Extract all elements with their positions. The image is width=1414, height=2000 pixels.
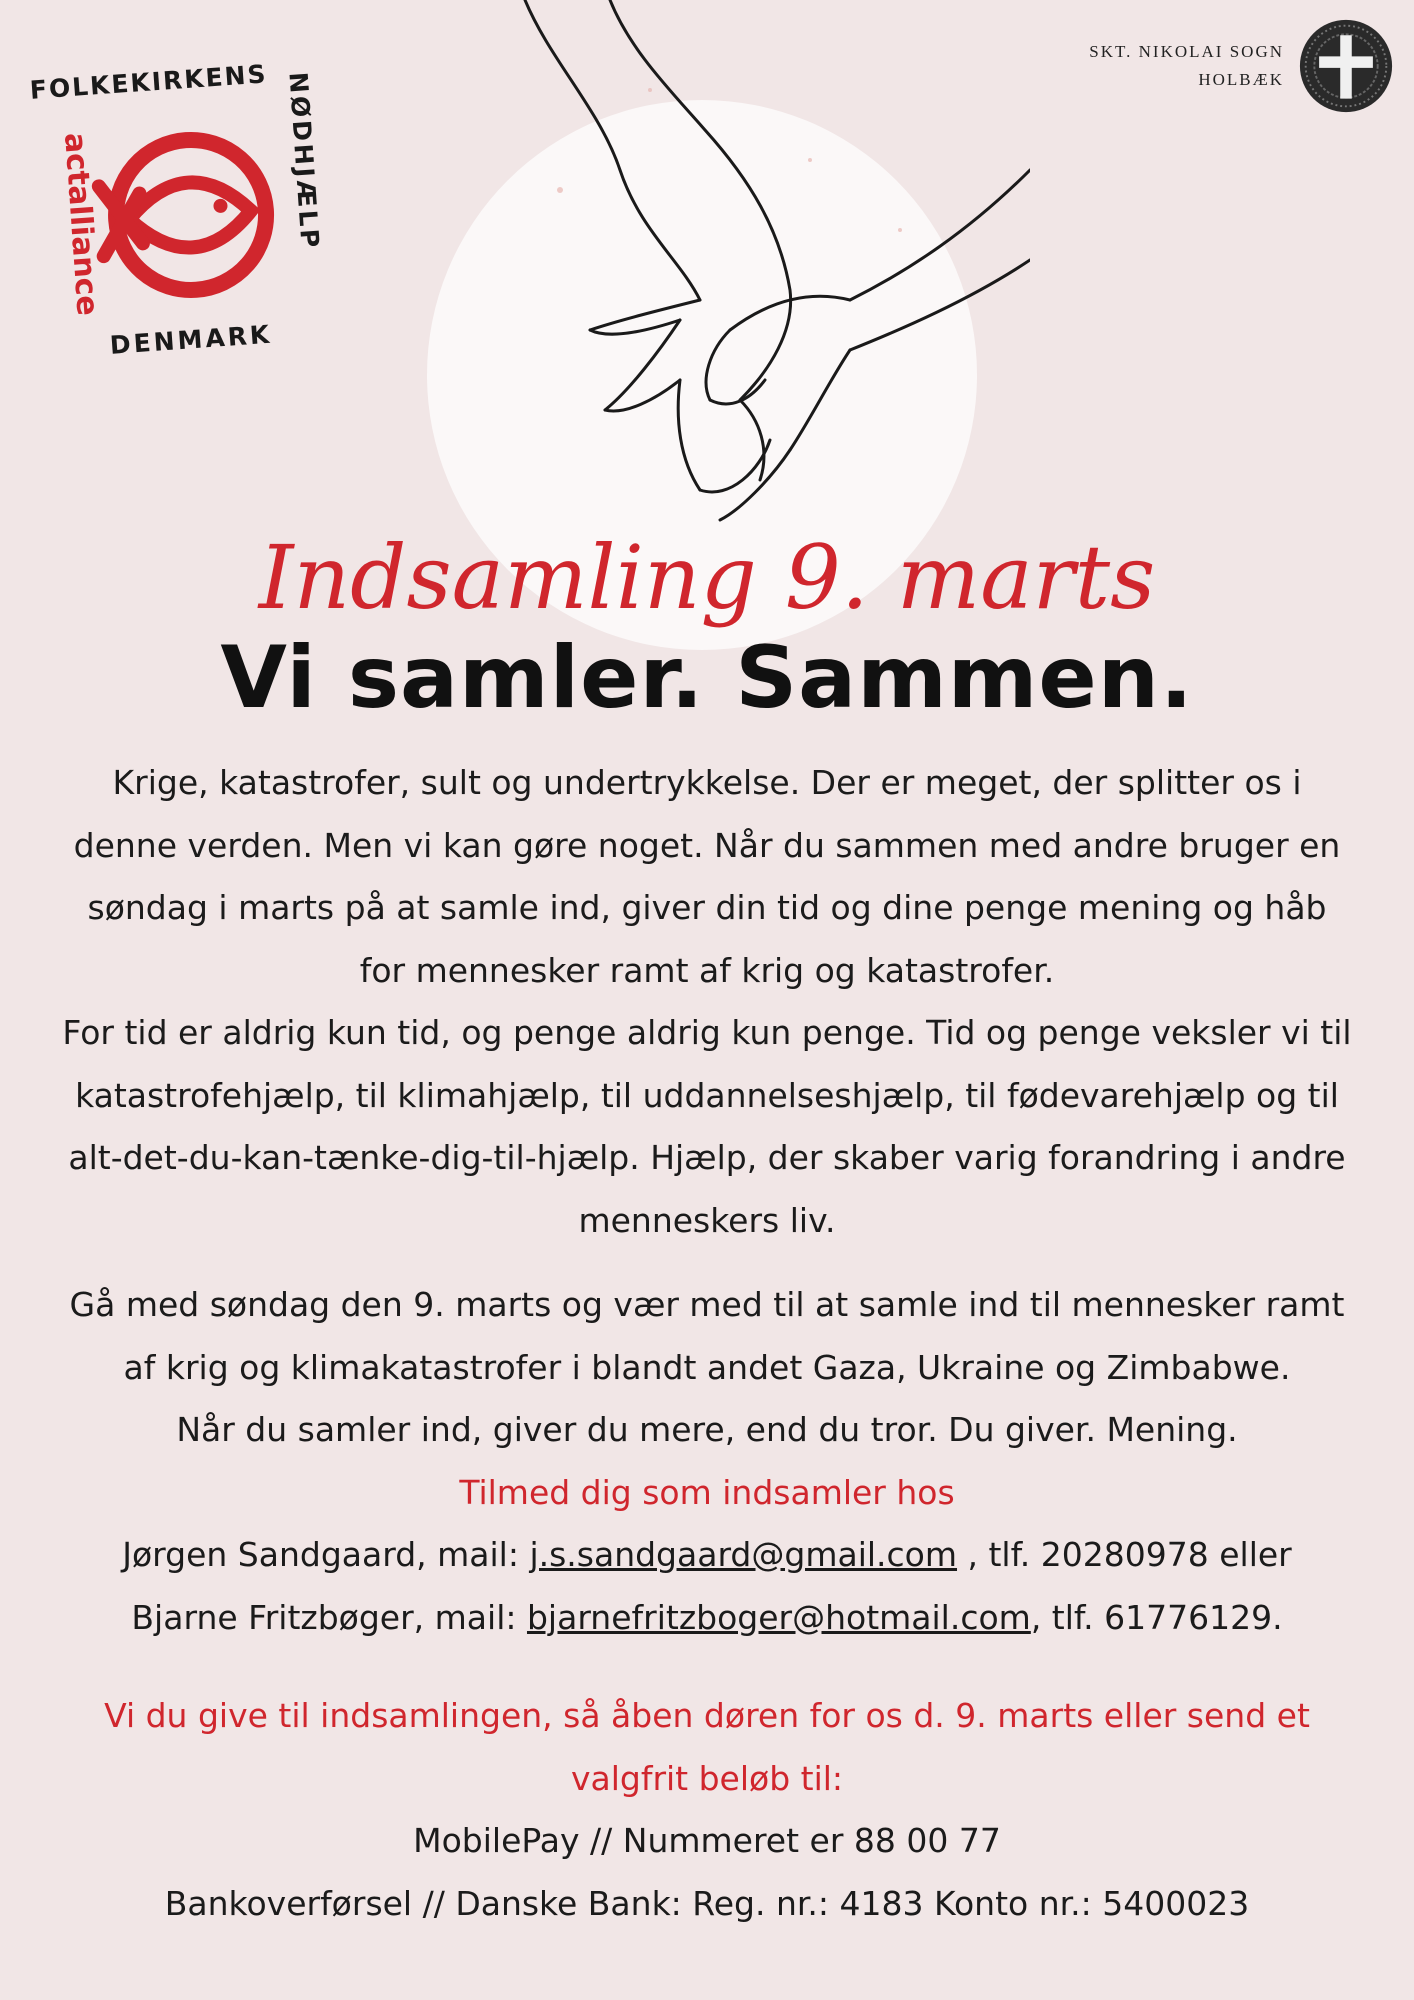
logo-top-text: FOLKEKIRKENS xyxy=(30,59,269,105)
paragraph-call-to-action: Gå med søndag den 9. marts og vær med til at samle ind til mennesker ramt af krig og klimakatastrofer i blandt andet Gaza, Ukraine og Zimbabwe. xyxy=(69,1285,1345,1387)
paragraph-meaning: Når du samler ind, giver du mere, end du tror. Du giver. Mening. xyxy=(176,1410,1238,1449)
contact-jorgen-prefix: Jørgen Sandgaard, mail: xyxy=(122,1535,530,1574)
contact-bjarne-prefix: Bjarne Fritzbøger, mail: xyxy=(131,1597,527,1637)
holding-hands-illustration xyxy=(430,0,1030,560)
parish-line2: HOLBÆK xyxy=(1198,70,1284,89)
bank-transfer-info: Bankoverførsel // Danske Bank: Reg. nr.: 4183 Konto nr.: 5400023 xyxy=(164,1883,1250,1923)
contact-bjarne xyxy=(60,1587,1354,1650)
contact-jorgen-suffix: , tlf. 20280978 eller xyxy=(957,1535,1292,1574)
body-text xyxy=(60,752,1354,1935)
contact-bjarne-suffix: , tlf. 61776129. xyxy=(1030,1597,1283,1637)
parish-name xyxy=(1089,38,1284,94)
signup-heading: Tilmed dig som indsamler hos xyxy=(459,1472,955,1512)
logo-bottom-text: DENMARK xyxy=(108,319,274,360)
campaign-date-heading: Indsamling 9. marts xyxy=(258,526,1156,629)
cross-seal-icon xyxy=(1298,18,1394,114)
parish-header xyxy=(1089,18,1394,114)
donation-instructions: Vi du give til indsamlingen, så åben døren for os d. 9. marts eller send et valgfrit beløb til: xyxy=(104,1696,1310,1798)
email-link-jorgen[interactable]: j.s.sandgaard@gmail.com xyxy=(529,1535,958,1574)
mobilepay-info: MobilePay // Nummeret er 88 00 77 xyxy=(413,1821,1001,1860)
folkekirkens-nodhjaelp-logo xyxy=(30,30,350,370)
email-link-bjarne[interactable]: bjarnefritzboger@hotmail.com xyxy=(526,1597,1031,1637)
logo-right-text: NØDHJÆLP xyxy=(283,71,325,252)
paragraph-intro: Krige, katastrofer, sult og undertrykkelse. Der er meget, der splitter os i denne verden. Men vi kan gøre noget. Når du sammen med andre bruger en søndag i marts på at samle ind, giver din tid og dine penge mening og håb for mennesker ramt af krig og katastrofer. xyxy=(73,763,1341,990)
contact-jorgen xyxy=(60,1524,1354,1587)
paragraph-time-money: For tid er aldrig kun tid, og penge aldrig kun penge. Tid og penge veksler vi til katastrofehjælp, til klimahjælp, til uddannelseshjælp, til fødevarehjælp og til alt-det-du-kan-tænke-dig-til-hjælp. Hjælp, der skaber varig forandring i andre menneskers liv. xyxy=(62,1013,1352,1240)
parish-line1: SKT. NIKOLAI SOGN xyxy=(1089,42,1284,61)
logo-left-text: actalliance xyxy=(57,131,105,317)
main-headline: Vi samler. Sammen. xyxy=(220,628,1194,728)
fish-cross-icon xyxy=(30,30,350,370)
